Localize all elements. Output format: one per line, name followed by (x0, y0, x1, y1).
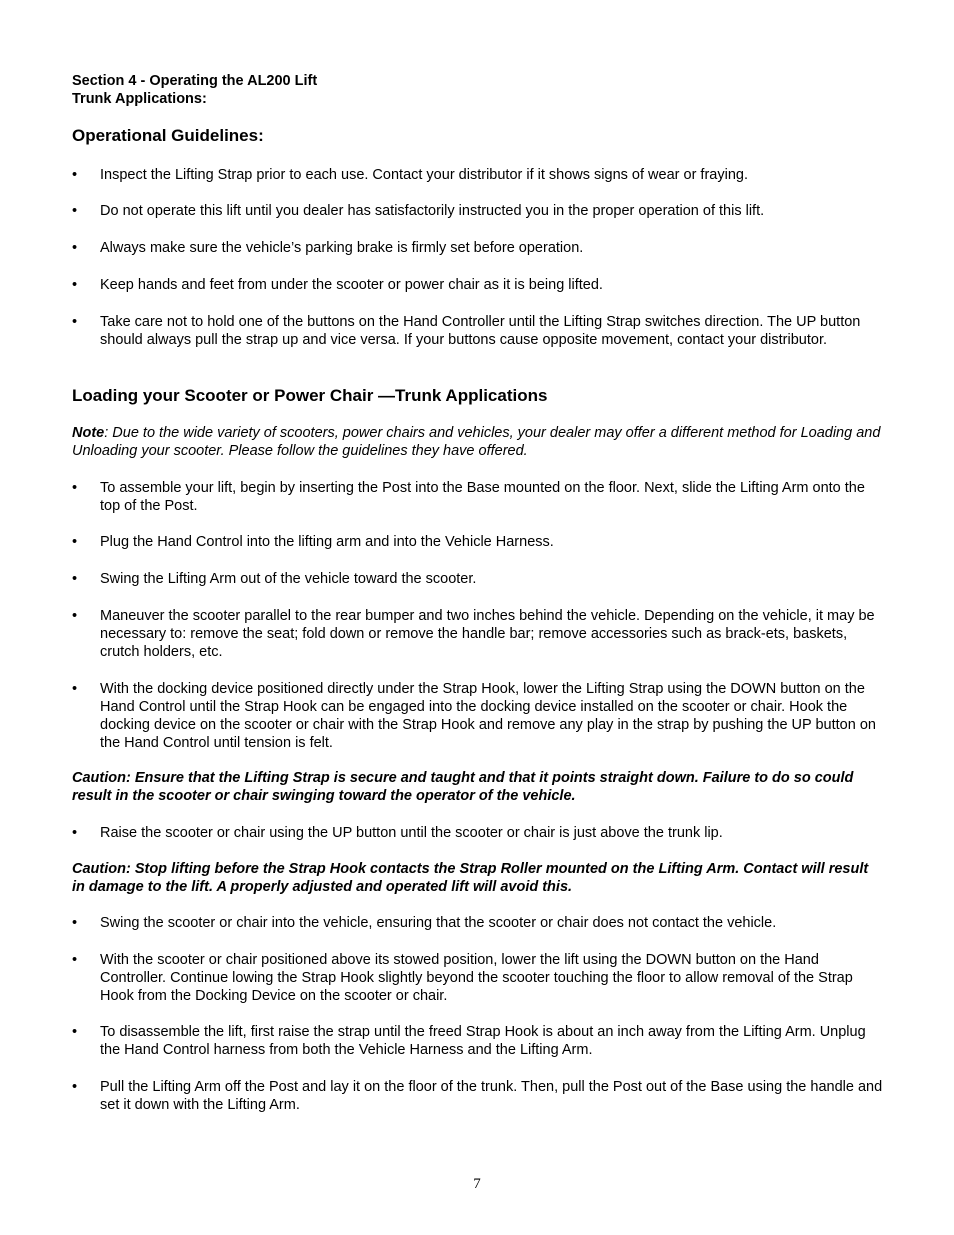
list-item: • Swing the Lifting Arm out of the vehicle toward the scooter. (72, 571, 477, 587)
list-item: • Do not operate this lift until you dealer has satisfactorily instructed you in the proper operation of this lift. (72, 203, 765, 219)
bullet-icon: • (72, 203, 78, 219)
bullet-icon: • (72, 1079, 78, 1095)
bullet-icon: • (72, 534, 78, 550)
caution-note: Caution: Ensure that the Lifting Strap is secure and taught and that it points straight down. Failure to do so could result in the scooter or chair swinging toward the operator of the vehicle. (72, 770, 854, 804)
list-item: • To assemble your lift, begin by inserting the Post into the Base mounted on the floor. Next, slide the Lifting Arm onto the top of the Post. (72, 480, 865, 514)
list-item: • Take care not to hold one of the buttons on the Hand Controller until the Lifting Strap switches direction. The UP button should always pull the strap up and vice versa. If your buttons cause opposite movement, contact your distributor. (72, 314, 861, 348)
page-number: 7 (473, 1176, 481, 1192)
section-subtitle: Trunk Applications: (72, 91, 207, 107)
list-item: • To disassemble the lift, first raise the strap until the freed Strap Hook is about an inch away from the Lifting Arm. Unplug the Hand Control harness from both the Vehicle Harness and the Lifting Arm. (72, 1024, 866, 1058)
bullet-icon: • (72, 167, 78, 183)
section-header (72, 72, 317, 108)
bullet-icon: • (72, 681, 78, 697)
bullet-icon: • (72, 952, 78, 968)
section-title: Section 4 - Operating the AL200 Lift (72, 73, 318, 89)
bullet-icon: • (72, 314, 78, 330)
note-paragraph (72, 424, 884, 460)
bullet-icon: • (72, 915, 78, 931)
list-item: • With the docking device positioned directly under the Strap Hook, lower the Lifting Strap using the DOWN button on the Hand Control until the Strap Hook can be engaged into the docking device installed on the scooter or chair. Hook the docking device on the scooter or chair with the Strap Hook and remove any play in the strap by pushing the UP button on the Hand Control until tension is felt. (72, 681, 876, 751)
bullet-icon: • (72, 1024, 78, 1040)
note-text: : Due to the wide variety of scooters, power chairs and vehicles, your dealer may offer a different method for Loading and Unloading your scooter. Please follow the guidelines they have offered. (72, 425, 881, 459)
loading-heading: Loading your Scooter or Power Chair —Trunk Applications (72, 386, 548, 405)
caution-note: Caution: Stop lifting before the Strap Hook contacts the Strap Roller mounted on the Lifting Arm. Contact will result in damage to the lift. A properly adjusted and operated lift will avoid this. (72, 861, 869, 895)
bullet-icon: • (72, 825, 78, 841)
operational-guidelines-heading: Operational Guidelines: (72, 126, 264, 145)
list-item: • Swing the scooter or chair into the vehicle, ensuring that the scooter or chair does not contact the vehicle. (72, 915, 777, 931)
list-item: • Raise the scooter or chair using the UP button until the scooter or chair is just above the trunk lip. (72, 825, 723, 841)
bullet-icon: • (72, 608, 78, 624)
list-item: • Keep hands and feet from under the scooter or power chair as it is being lifted. (72, 277, 603, 293)
bullet-icon: • (72, 571, 78, 587)
list-item: • With the scooter or chair positioned above its stowed position, lower the lift using the DOWN button on the Hand Controller. Continue lowing the Strap Hook slightly beyond the scooter touching the floor to allow removal of the Strap Hook from the Docking Device on the scooter or chair. (72, 952, 853, 1004)
bullet-icon: • (72, 240, 78, 256)
list-item: • Always make sure the vehicle’s parking brake is firmly set before operation. (72, 240, 584, 256)
list-item: • Plug the Hand Control into the lifting arm and into the Vehicle Harness. (72, 534, 554, 550)
list-item: • Maneuver the scooter parallel to the rear bumper and two inches behind the vehicle. Depending on the vehicle, it may be necessary to: remove the seat; fold down or remove the handle bar; remove accessories such as brack-ets, baskets, crutch holders, etc. (72, 608, 875, 660)
list-item: • Inspect the Lifting Strap prior to each use. Contact your distributor if it shows signs of wear or fraying. (72, 167, 748, 183)
note-label: Note (72, 425, 105, 441)
list-item: • Pull the Lifting Arm off the Post and lay it on the floor of the trunk. Then, pull the Post out of the Base using the handle and set it down with the Lifting Arm. (72, 1079, 883, 1113)
bullet-icon: • (72, 480, 78, 496)
bullet-icon: • (72, 277, 78, 293)
